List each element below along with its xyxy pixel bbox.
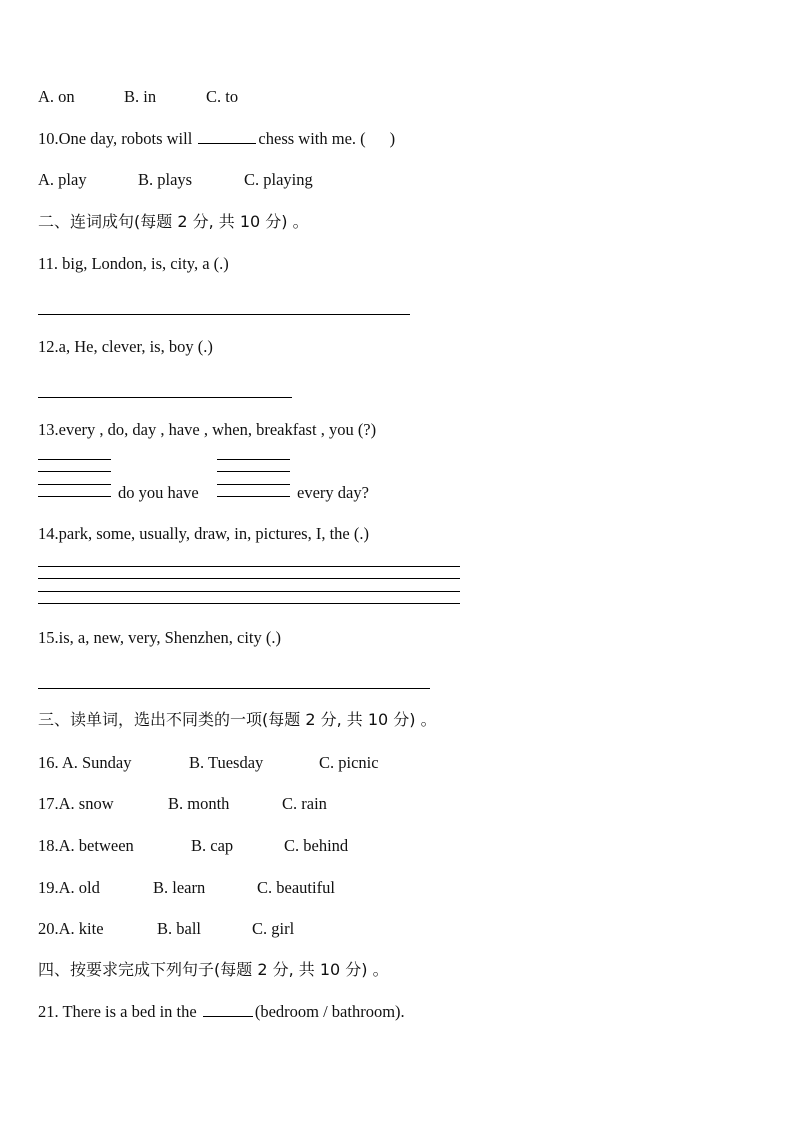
q9-option-b: B. in <box>124 87 157 106</box>
q10-text-after: chess with me. ( <box>258 129 366 148</box>
q9-option-c: C. to <box>206 87 239 106</box>
q13-blank-stack-1[interactable] <box>38 459 111 499</box>
q15-prompt: 15.is, a, new, very, Shenzhen, city (.) <box>38 628 281 647</box>
q19-options <box>38 878 335 898</box>
q19-option-a: 19.A. old <box>38 878 100 897</box>
q18-option-b: B. cap <box>191 836 234 855</box>
q10-option-b: B. plays <box>138 170 193 189</box>
q20-options <box>38 919 294 939</box>
q20-option-c: C. girl <box>252 919 295 938</box>
q18-options <box>38 836 348 856</box>
q9-options <box>38 87 238 107</box>
q14-answer-line-4[interactable] <box>38 603 460 604</box>
q17-options <box>38 794 327 814</box>
q20-option-b: B. ball <box>157 919 201 938</box>
q16-option-c: C. picnic <box>319 753 379 772</box>
q10-paren-close: ) <box>389 129 396 148</box>
q14-answer-line-2[interactable] <box>38 578 460 579</box>
q13-blank-stack-2[interactable] <box>217 459 290 499</box>
q10-text-before: 10.One day, robots will <box>38 129 193 148</box>
q16-option-a: 16. A. Sunday <box>38 753 132 772</box>
q21-blank[interactable] <box>203 1002 253 1017</box>
q9-option-a: A. on <box>38 87 75 106</box>
q17-option-c: C. rain <box>282 794 327 813</box>
q18-option-c: C. behind <box>284 836 349 855</box>
q15-answer-line[interactable] <box>38 688 430 689</box>
q14-prompt: 14.park, some, usually, draw, in, pictures, I, the (.) <box>38 524 369 543</box>
q10-question <box>38 129 395 149</box>
q10-blank[interactable] <box>198 129 256 144</box>
q10-options <box>38 170 313 190</box>
q16-options <box>38 753 379 773</box>
q10-option-a: A. play <box>38 170 87 189</box>
q10-option-c: C. playing <box>244 170 313 189</box>
q19-option-c: C. beautiful <box>257 878 335 897</box>
section-2-heading: 二、连词成句(每题 2 分, 共 10 分) 。 <box>38 212 309 231</box>
q13-prompt: 13.every , do, day , have , when, breakfast , you (?) <box>38 420 377 439</box>
q13-text-end: every day? <box>297 483 369 502</box>
section-3-heading: 三、读单词，选出不同类的一项(每题 2 分, 共 10 分) 。 <box>38 710 437 729</box>
q14-answer-line-1[interactable] <box>38 566 460 567</box>
q16-option-b: B. Tuesday <box>189 753 264 772</box>
q12-prompt: 12.a, He, clever, is, boy (.) <box>38 337 213 356</box>
q17-option-b: B. month <box>168 794 230 813</box>
q14-answer-line-3[interactable] <box>38 591 460 592</box>
q12-answer-line[interactable] <box>38 397 292 398</box>
q13-text-middle: do you have <box>118 483 199 502</box>
q20-option-a: 20.A. kite <box>38 919 104 938</box>
q19-option-b: B. learn <box>153 878 206 897</box>
q18-option-a: 18.A. between <box>38 836 134 855</box>
q21-text-before: 21. There is a bed in the <box>38 1002 197 1021</box>
section-4-heading: 四、按要求完成下列句子(每题 2 分, 共 10 分) 。 <box>38 960 389 979</box>
q17-option-a: 17.A. snow <box>38 794 114 813</box>
q11-answer-line[interactable] <box>38 314 410 315</box>
q21-text-after: (bedroom / bathroom). <box>254 1002 405 1021</box>
q11-prompt: 11. big, London, is, city, a (.) <box>38 254 229 273</box>
q21-question <box>38 1002 405 1022</box>
